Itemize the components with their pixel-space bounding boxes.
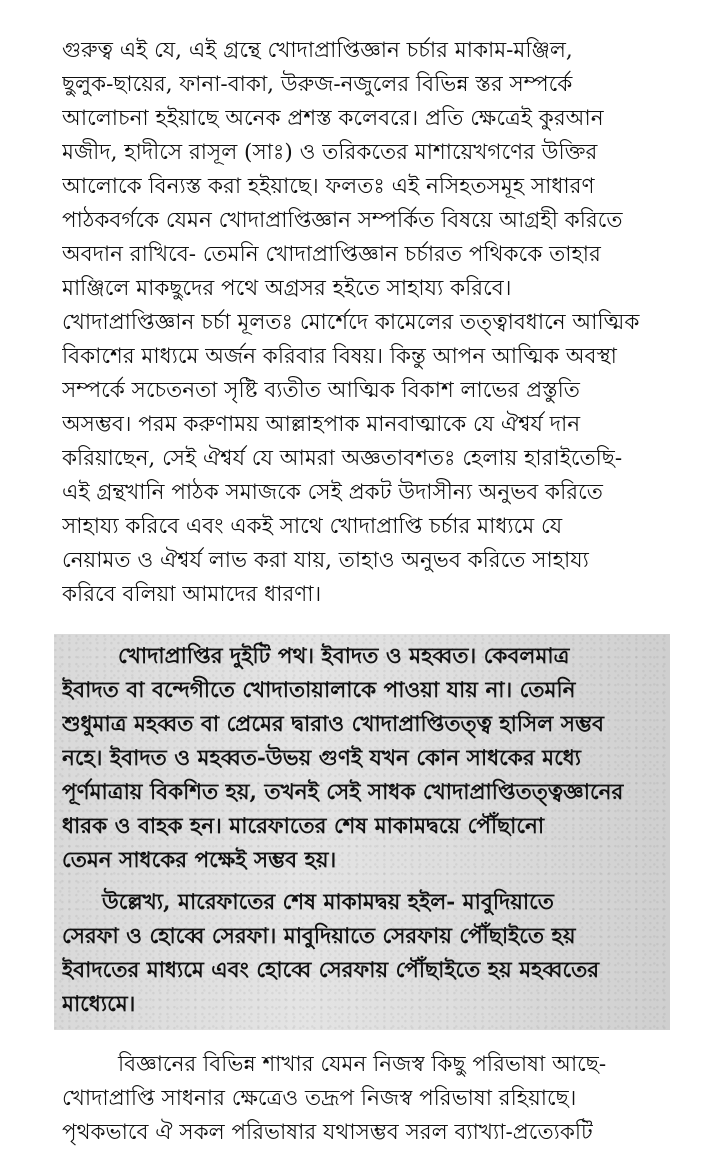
text-line: সম্পর্কে সচেতনতা সৃষ্টি ব্যতীত আত্মিক বিকাশ লাভের প্রস্তুতি bbox=[62, 378, 580, 403]
text-line: উল্লেখ্য, মারেফাতের শেষ মাকামদ্বয় হইল- মাবুদিয়াতে bbox=[102, 890, 554, 915]
text-line: ছুলুক-ছায়ের, ফানা-বাকা, উরুজ-নজুলের বিভিন্ন স্তর সম্পর্কে bbox=[62, 72, 573, 97]
text-line: খোদাপ্রাপ্তিজ্ঞান চর্চা মূলতঃ মোর্শেদে কামেলের তত্ত্বাবধানে আত্মিক bbox=[62, 310, 640, 335]
text-line: করিবে বলিয়া আমাদের ধারণা। bbox=[62, 582, 322, 607]
text-line: খোদাপ্রাপ্তি সাধনার ক্ষেত্রেও তদ্রূপ নিজস্ব পরিভাষা রহিয়াছে। bbox=[62, 1086, 577, 1111]
paragraph-final-stations bbox=[62, 886, 662, 1022]
text-line: অবদান রাখিবে- তেমনি খোদাপ্রাপ্তিজ্ঞান চর্চারত পথিককে তাহার bbox=[62, 242, 601, 267]
text-line: পূর্ণমাত্রায় বিকশিত হয়, তখনই সেই সাধক খোদাপ্রাপ্তিতত্ত্বজ্ঞানের bbox=[62, 780, 624, 805]
text-line: পৃথকভাবে ঐ সকল পরিভাষার যথাসম্ভব সরল ব্যাখ্যা-প্রত্যেকটি bbox=[62, 1120, 593, 1145]
text-line: ইবাদত বা বন্দেগীতে খোদাতায়ালাকে পাওয়া যায় না। তেমনি bbox=[62, 678, 576, 703]
highlighted-section bbox=[54, 634, 670, 1030]
text-line: করিয়াছেন, সেই ঐশ্বর্য যে আমরা অজ্ঞতাবশতঃ হেলায় হারাইতেছি- bbox=[62, 446, 623, 471]
text-line: ধারক ও বাহক হন। মারেফাতের শেষ মাকামদ্বয়ে পৌঁছানো bbox=[62, 814, 545, 839]
paragraph-two-paths bbox=[62, 640, 662, 878]
text-line: খোদাপ্রাপ্তির দুইটি পথ। ইবাদত ও মহব্বত। কেবলমাত্র bbox=[118, 644, 570, 669]
text-line: তেমন সাধকের পক্ষেই সম্ভব হয়। bbox=[62, 848, 337, 873]
text-line: মাধ্যেমে। bbox=[62, 992, 136, 1017]
text-line: গুরুত্ব এই যে, এই গ্রন্থে খোদাপ্রাপ্তিজ্ঞান চর্চার মাকাম-মঞ্জিল, bbox=[62, 38, 573, 63]
text-line: ইবাদতের মাধ্যমে এবং হোব্বে সেরফায় পৌঁছাইতে হয় মহব্বতের bbox=[62, 958, 600, 983]
text-line: সেরফা ও হোব্বে সেরফা। মাবুদিয়াতে সেরফায় পৌঁছাইতে হয় bbox=[62, 924, 576, 949]
text-line: নহে। ইবাদত ও মহব্বত-উভয় গুণই যখন কোন সাধকের মধ্যে bbox=[62, 746, 581, 771]
text-line: পাঠকবর্গকে যেমন খোদাপ্রাপ্তিজ্ঞান সম্পর্কিত বিষয়ে আগ্রহী করিতে bbox=[62, 208, 623, 233]
document-page bbox=[62, 34, 662, 1150]
text-line: শুধুমাত্র মহব্বত বা প্রেমের দ্বারাও খোদাপ্রাপ্তিতত্ত্ব হাসিল সম্ভব bbox=[62, 712, 604, 737]
text-line: মাঞ্জিলে মাকছুদের পথে অগ্রসর হইতে সাহায্য করিবে। bbox=[62, 276, 512, 301]
paragraph-terminology bbox=[62, 1048, 662, 1150]
text-line: সাহায্য করিবে এবং একই সাথে খোদাপ্রাপ্তি চর্চার মাধ্যমে যে bbox=[62, 514, 563, 539]
text-line: আলোকে বিন্যস্ত করা হইয়াছে। ফলতঃ এই নসিহতসমূহ সাধারণ bbox=[62, 174, 595, 199]
text-line: এই গ্রন্থখানি পাঠক সমাজকে সেই প্রকট উদাসীন্য অনুভব করিতে bbox=[62, 480, 603, 505]
text-line: অসম্ভব। পরম করুণাময় আল্লাহপাক মানবাত্মাকে যে ঐশ্বর্য দান bbox=[62, 412, 581, 437]
text-line: মজীদ, হাদীসে রাসূল (সাঃ) ও তরিকতের মাশায়েখগণের উক্তির bbox=[62, 140, 598, 165]
text-line: আলোচনা হইয়াছে অনেক প্রশস্ত কলেবরে। প্রতি ক্ষেত্রেই কুরআন bbox=[62, 106, 604, 131]
text-line: নেয়ামত ও ঐশ্বর্য লাভ করা যায়, তাহাও অনুভব করিতে সাহায্য bbox=[62, 548, 589, 573]
text-line: বিকাশের মাধ্যমে অর্জন করিবার বিষয়। কিন্তু আপন আত্মিক অবস্থা bbox=[62, 344, 617, 369]
paragraph-intro bbox=[62, 34, 662, 612]
text-line: বিজ্ঞানের বিভিন্ন শাখার যেমন নিজস্ব কিছু পরিভাষা আছে- bbox=[118, 1052, 607, 1077]
